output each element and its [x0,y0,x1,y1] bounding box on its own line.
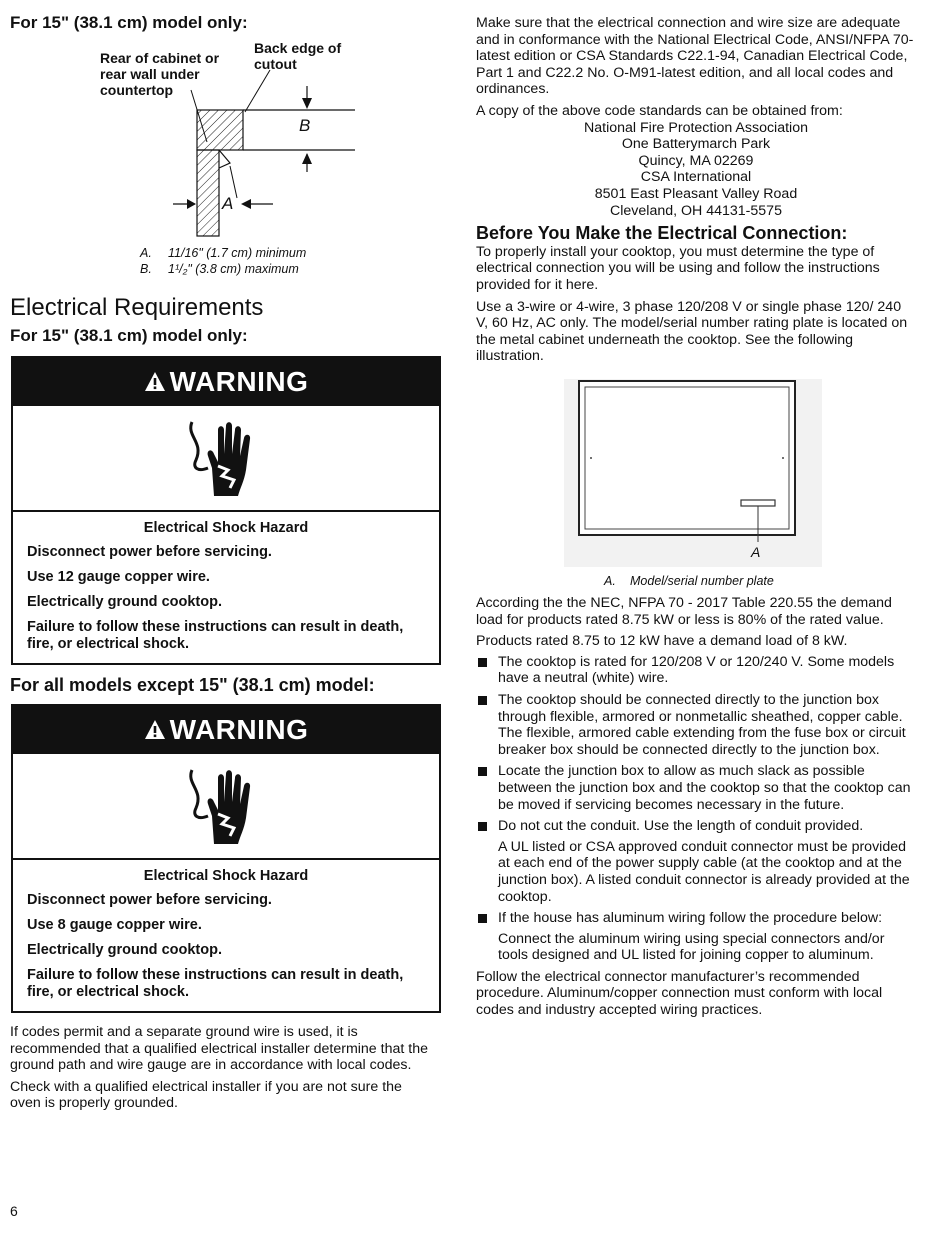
figure-legend [140,245,306,277]
warning-title: WARNING [169,714,309,745]
warning-line: Failure to follow these instructions can result in death, fire, or electrical shock. [27,967,404,1000]
code-copy-text: A copy of the above code standards can be obtained from: [476,102,843,119]
address-line: 8501 East Pleasant Valley Road [594,185,798,202]
top-heading: For 15" (38.1 cm) model only: [10,13,248,32]
warning-body [13,860,439,1011]
plate-legend [604,574,774,588]
legend-key-b: B. [140,262,152,276]
list-item [476,910,916,964]
address-line: National Fire Protection Association [584,119,808,136]
right-column-top [476,15,916,365]
list-item-subtext: A UL listed or CSA approved conduit connector must be provided at each end of the power supply cable (at the cooktop and at the junction box). A listed conduit connector is already provided at the cooktop. [498,838,910,905]
list-item-text: The cooktop is rated for 120/208 V or 120/240 V. Some models have a neutral (white) wire. [498,653,895,687]
back-edge-label: Back edge of cutout [254,40,342,72]
ground-wire-text: If codes permit and a separate ground wire is used, it is recommended that a qualified electrical installer determine that the ground path and wire gauge are in accordance with local codes. [10,1024,428,1074]
voltage-text: Use a 3-wire or 4-wire, 3 phase 120/208 V or single phase 120/ 240 V, 60 Hz, AC only. The model/serial number rating plate is located on the metal cabinet underneath the cooktop. See the following illustration. [476,298,908,365]
rear-cabinet-label: Rear of cabinet or rear wall under countertop [100,50,220,98]
address-block [476,120,916,220]
bullet-square-icon [478,767,487,776]
requirements-list [476,654,916,964]
page-number: 6 [10,1203,18,1219]
warning-line: Disconnect power before servicing. [27,892,272,908]
bullet-square-icon [478,822,487,831]
list-item-text: If the house has aluminum wiring follow the procedure below: [498,910,883,927]
warning-line: Electrically ground cooktop. [27,942,222,958]
right-column-bottom [476,595,916,1019]
address-line: Cleveland, OH 44131-5575 [610,202,782,219]
nec-demand-text: According the the NEC, NFPA 70 - 2017 Table 220.55 the demand load for products rated 8.75 kW or less is 80% of the rated value. [476,595,892,628]
warning-line: Electrically ground cooktop. [27,594,222,610]
list-item-text: The cooktop should be connected directly to the junction box through flexible, armored or nonmetallic sheathed, copper cable. The flexible, armored cable extending from the fuse box or circuit breaker box should be connected directly to the junction box. [498,691,906,758]
model15-heading: For 15" (38.1 cm) model only: [10,326,248,345]
list-item [476,654,916,687]
address-line: Quincy, MA 02269 [638,152,754,169]
address-line: One Batterymarch Park [621,136,771,153]
code-conformance-text: Make sure that the electrical connection and wire size are adequate and in conformance with the National Electrical Code, ANSI/NFPA 70-latest edition or CSA Standards C22.1-94, Canadian Electrical Code, Part 1 and C22.2 No. O-M91-latest edition, and all local codes and ordinances. [476,15,914,98]
warning-body [13,512,439,663]
address-line: CSA International [640,169,752,186]
warning-header [13,706,439,754]
rated-load-text: Products rated 8.75 to 12 kW have a demand load of 8 kW. [476,633,848,650]
rating-plate-figure [563,378,823,568]
list-item-subtext: Connect the aluminum wiring using special connectors and/or tools designed and UL listed for joining copper to aluminum. [498,930,885,964]
section-title: Electrical Requirements [10,294,264,321]
install-text: To properly install your cooktop, you must determine the type of electrical connection you will be using and follow the instructions provided for it here. [476,243,880,293]
grounding-check-text: Check with a qualified electrical installer if you are not sure the oven is properly grounded. [10,1078,402,1112]
legend-text-b: 1¹/₂" (3.8 cm) maximum [168,262,299,276]
shock-hand-icon [186,416,266,500]
warning-triangle-icon [144,719,166,741]
legend-text-a: 11/16" (1.7 cm) minimum [168,246,307,260]
bullet-square-icon [478,658,487,667]
list-item [476,763,916,813]
warning-title: WARNING [169,366,309,397]
dimension-b-label: B [299,116,311,135]
before-connection-heading: Before You Make the Electrical Connection: [476,223,848,244]
warning-line: Use 8 gauge copper wire. [27,917,202,933]
list-item [476,818,916,905]
warning-header [13,358,439,406]
plate-label-a: A [751,544,761,560]
plate-legend-key: A. [604,574,616,588]
cooktop-underside-diagram [563,378,823,568]
hazard-title: Electrical Shock Hazard [143,520,309,536]
list-item [476,692,916,758]
hazard-title: Electrical Shock Hazard [143,868,309,884]
warning-line: Use 12 gauge copper wire. [27,569,210,585]
shock-hazard-area [13,754,439,860]
dimension-a-label: A [222,194,234,213]
bullet-square-icon [478,914,487,923]
bullet-square-icon [478,696,487,705]
plate-legend-text: Model/serial number plate [630,574,774,588]
ground-wire-paragraph [10,1024,430,1112]
warning-box-12-gauge [11,356,441,665]
warning-triangle-icon [144,371,166,393]
legend-key-a: A. [140,246,152,260]
countertop-figure [95,38,365,278]
shock-hazard-area [13,406,439,512]
shock-hand-icon [186,764,266,848]
all-models-heading: For all models except 15" (38.1 cm) model: [10,675,375,695]
warning-box-8-gauge [11,704,441,1013]
list-item-text: Locate the junction box to allow as much slack as possible between the junction box and the cooktop so that the cooktop can be moved if servicing becomes necessary in the future. [498,763,911,813]
list-item-text: Do not cut the conduit. Use the length of conduit provided. [498,818,864,835]
connector-procedure-text: Follow the electrical connector manufacturer’s recommended procedure. Aluminum/copper connection must conform with local codes and industry accepted wiring practices. [476,968,883,1019]
warning-line: Disconnect power before servicing. [27,544,272,560]
warning-line: Failure to follow these instructions can result in death, fire, or electrical shock. [27,619,404,652]
